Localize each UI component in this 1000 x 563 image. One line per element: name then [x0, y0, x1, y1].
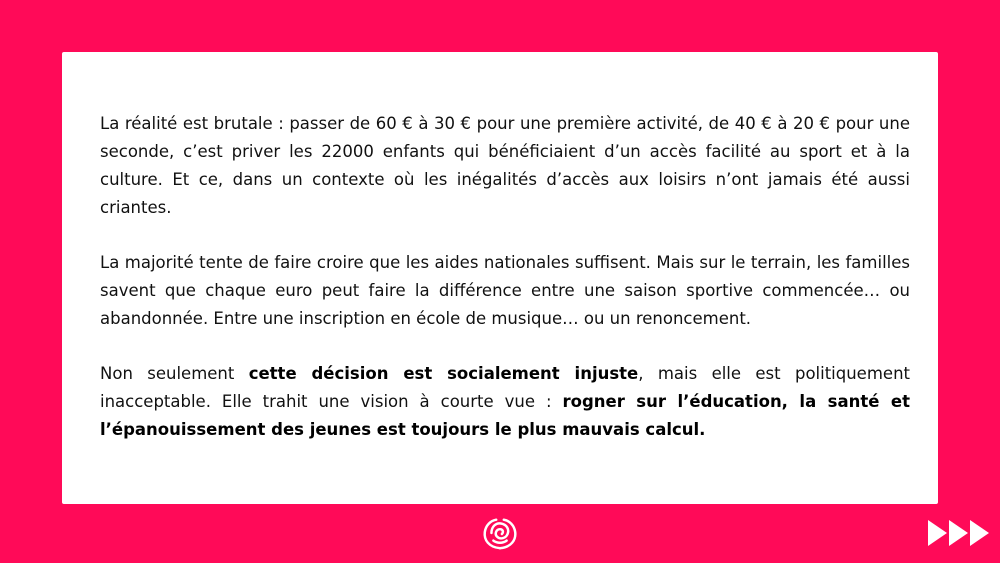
paragraph-3-part-2: , mais elle est politiquement inacceptable. Elle trahit une vision à courte vue :: [100, 364, 910, 411]
paragraph-3-part-1: Non seulement: [100, 364, 249, 383]
paragraph-3: [100, 360, 910, 444]
paragraph-3-bold-1: cette décision est socialement injuste: [248, 364, 639, 383]
paragraph-2: La majorité tente de faire croire que les aides nationales suffisent. Mais sur le terrain, les familles savent que chaque euro peut faire la différence entre une saison sportive commencée… ou abandonnée. Entre une inscription en école de musique… ou un renoncement.: [100, 253, 910, 328]
text-block: [100, 110, 910, 471]
content-card: [62, 52, 938, 504]
triple-arrow-next-icon[interactable]: [928, 518, 990, 548]
paragraph-3-bold-2: rogner sur l’éducation, la santé et l’épanouissement des jeunes est toujours le plus mauvais calcul.: [100, 392, 910, 439]
paragraph-1: La réalité est brutale : passer de 60 € à 30 € pour une première activité, de 40 € à 20 € pour une seconde, c’est priver les 22000 enfants qui bénéficiaient d’un accès facilité au sport et à la culture. Et ce, dans un contexte où les inégalités d’accès aux loisirs n’ont jamais été aussi criantes.: [100, 114, 910, 217]
rose-logo-icon: [481, 514, 519, 552]
